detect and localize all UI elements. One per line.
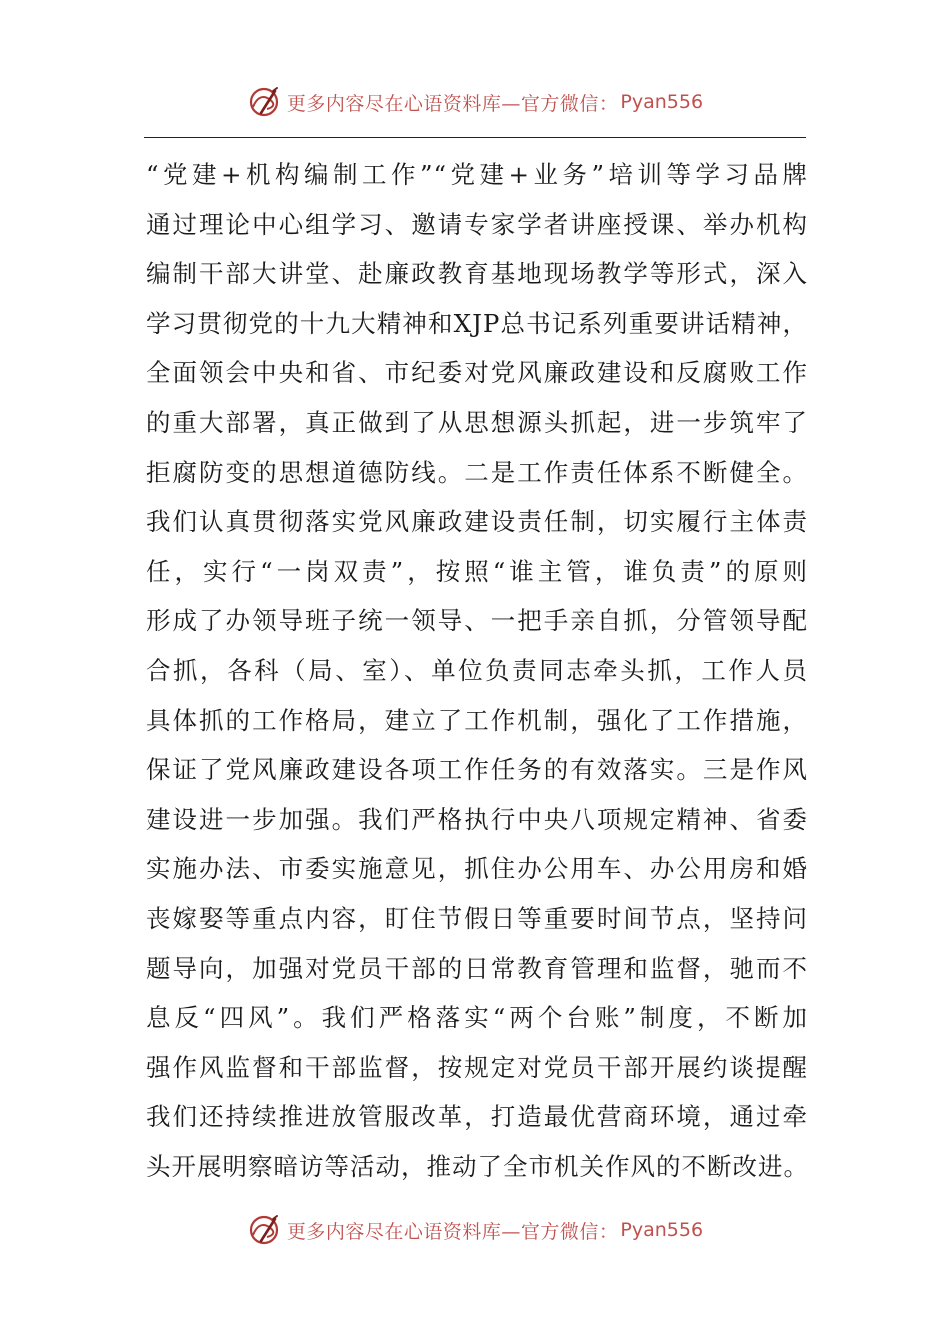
footer-wechat-id: Pyan556	[620, 1219, 704, 1241]
body-line: 具体抓的工作格局，建立了工作机制，强化了工作措施，	[146, 705, 808, 735]
body-line: 任，实行“一岗双责”，按照“谁主管，谁负责”的原则	[146, 556, 808, 586]
body-line: 的重大部署，真正做到了从思想源头抓起，进一步筑牢了	[146, 407, 808, 437]
body-line: 学习贯彻党的十九大精神和XJP总书记系列重要讲话精神，	[146, 308, 808, 338]
body-line: 拒腐防变的思想道德防线。二是工作责任体系不断健全。	[146, 457, 808, 487]
body-line: 强作风监督和干部监督，按规定对党员干部开展约谈提醒	[146, 1052, 808, 1082]
header-banner-text: 更多内容尽在心语资料库—官方微信：	[286, 92, 619, 115]
body-line: 建设进一步加强。我们严格执行中央八项规定精神、省委	[146, 804, 808, 834]
signature-pen-logo-icon	[247, 85, 281, 119]
body-line: 合抓，各科（局、室）、单位负责同志牵头抓，工作人员	[146, 655, 808, 685]
body-line: 息反“四风”。我们严格落实“两个台账”制度，不断加	[146, 1003, 808, 1033]
body-line: 形成了办领导班子统一领导、一把手亲自抓，分管领导配	[146, 606, 808, 636]
body-line: 我们还持续推进放管服改革，打造最优营商环境，通过牵	[146, 1102, 808, 1132]
header-wechat-id: Pyan556	[620, 91, 704, 113]
body-line: 保证了党风廉政建设各项工作任务的有效落实。三是作风	[146, 755, 808, 785]
footer-banner-text: 更多内容尽在心语资料库—官方微信：	[286, 1220, 619, 1243]
body-line: 题导向，加强对党员干部的日常教育管理和监督，驰而不	[146, 953, 808, 983]
body-line: 通过理论中心组学习、邀请专家学者讲座授课、举办机构	[146, 209, 808, 239]
header-divider	[144, 137, 806, 138]
signature-pen-logo-icon	[247, 1213, 281, 1247]
body-line: “党建+机构编制工作”“党建+业务”培训等学习品牌	[146, 160, 808, 189]
document-body	[146, 150, 808, 1191]
body-line: 实施办法、市委实施意见，抓住办公用车、办公用房和婚	[146, 854, 808, 884]
body-line: 我们认真贯彻落实党风廉政建设责任制，切实履行主体责	[146, 507, 808, 537]
body-line: 头开展明察暗访等活动，推动了全市机关作风的不断改进。	[146, 1151, 809, 1181]
body-line: 丧嫁娶等重点内容，盯住节假日等重要时间节点，坚持问	[146, 903, 808, 933]
footer-banner	[0, 1210, 950, 1250]
body-line: 全面领会中央和省、市纪委对党风廉政建设和反腐败工作	[146, 358, 808, 388]
body-line: 编制干部大讲堂、赴廉政教育基地现场教学等形式，深入	[146, 259, 808, 289]
header-banner	[0, 82, 950, 122]
